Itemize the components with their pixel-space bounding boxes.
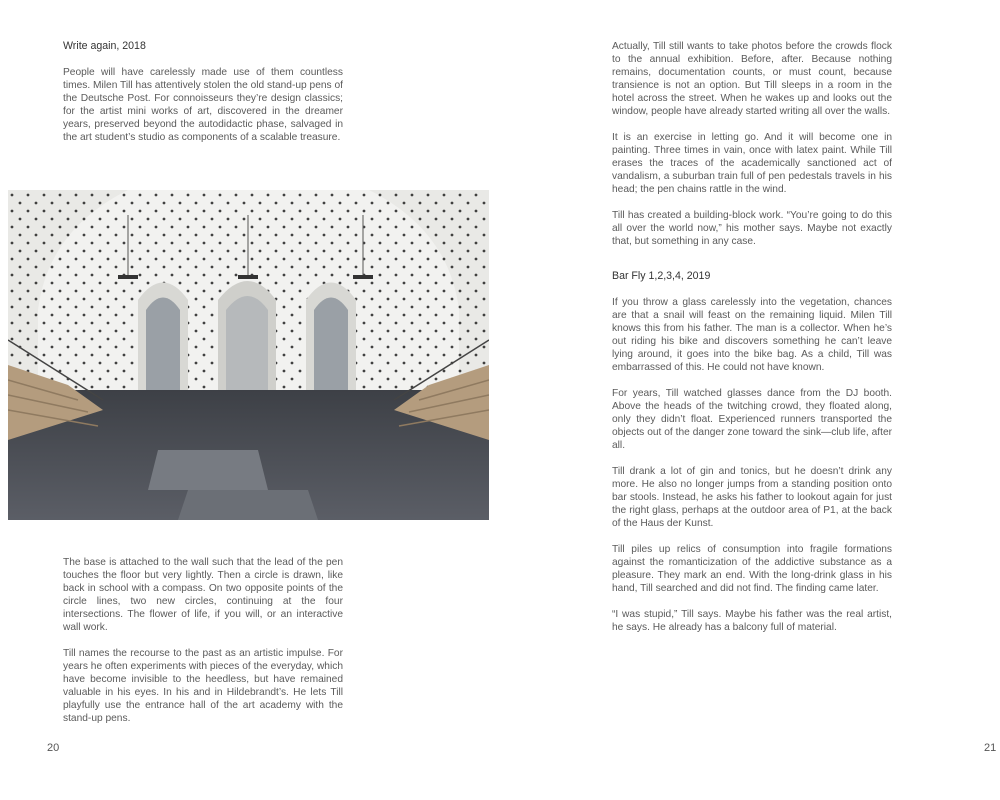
paragraph: Till names the recourse to the past as an artistic impulse. For years he often experiments with pieces of the everyday, which have become invisible to the heedless, but have remained valuable in his eyes. In his and in Hildebrandt’s. He lets Till playfully use the entrance hall of the art academy with the stand-up pens.: [63, 648, 343, 724]
left-bottom-column: [63, 556, 343, 738]
section-heading-write-again: Write again, 2018: [63, 40, 146, 52]
section-heading-bar-fly: Bar Fly 1,2,3,4, 2019: [612, 270, 711, 282]
paragraph: People will have carelessly made use of them countless times. Milen Till has attentively stolen the old stand-up pens of the Deutsche Post. For connoisseurs they’re design classics; for the artist mini works of art, discovered in the dreamer years, preserved beyond the autodidactic phase, salvaged in the art student’s studio as components of a scalable treasure.: [63, 67, 343, 143]
paragraph: Till has created a building-block work. “You’re going to do this all over the world now,” his mother says. Maybe not exactly that, but something in any case.: [612, 210, 892, 247]
paragraph: Till piles up relics of consumption into fragile formations against the romanticization of the addictive substance as a pleasure. They mark an end. With the long-drink glass in his hand, Till searched and did not find. The finding came later.: [612, 544, 892, 594]
paragraph: If you throw a glass carelessly into the vegetation, chances are that a snail will feast on the remaining liquid. Milen Till knows this from his father. The man is a collector. When he’s out riding his bike and discovers something he can’t leave lying around, it goes into the bike bag. As a child, Till was embarrassed of this. He could not have known.: [612, 297, 892, 373]
paragraph: The base is attached to the wall such that the lead of the pen touches the floor but very lightly. Then a circle is drawn, like back in school with a compass. On two opposite points of the circle lines, two new circles, continuing at the four intersections. The flower of life, if you will, or an interactive wall work.: [63, 557, 343, 633]
paragraph: For years, Till watched glasses dance from the DJ booth. Above the heads of the twitching crowd, they floated along, only they didn’t float. Experienced runners transported the objects out of the danger zone toward the sink—club life, after all.: [612, 388, 892, 451]
page-number-right: 21: [984, 742, 997, 754]
paragraph: Actually, Till still wants to take photos before the crowds flock to the annual exhibition. Before, after. Because nothing remains, documentation counts, or must count, because transience is not an option. But Till sleeps in a room in the hotel across the street. When he wakes up and looks out the window, people have already started writing all over the walls.: [612, 41, 892, 117]
page-number-left: 20: [47, 742, 60, 754]
paragraph: It is an exercise in letting go. And it will become one in painting. Three times in vain, once with latex paint. While Till erases the traces of the academically sanctioned act of vandalism, a suburban train full of pen pedestals travels in his head; the pen chains rattle in the wind.: [612, 132, 892, 195]
right-column: [612, 40, 892, 647]
left-top-column: [63, 40, 343, 157]
paragraph: Till drank a lot of gin and tonics, but he doesn’t drink any more. He also no longer jumps from a standing position onto bar stools. Instead, he asks his father to lookout again for just the right glass, perhaps at the outdoor area of P1, at the back of the Haus der Kunst.: [612, 466, 892, 529]
right-page: [500, 0, 1000, 800]
exhibition-hall-photo: [8, 190, 489, 520]
hall-illustration: [8, 190, 489, 520]
paragraph: “I was stupid,” Till says. Maybe his father was the real artist, he says. He already has a balcony full of material.: [612, 609, 892, 633]
